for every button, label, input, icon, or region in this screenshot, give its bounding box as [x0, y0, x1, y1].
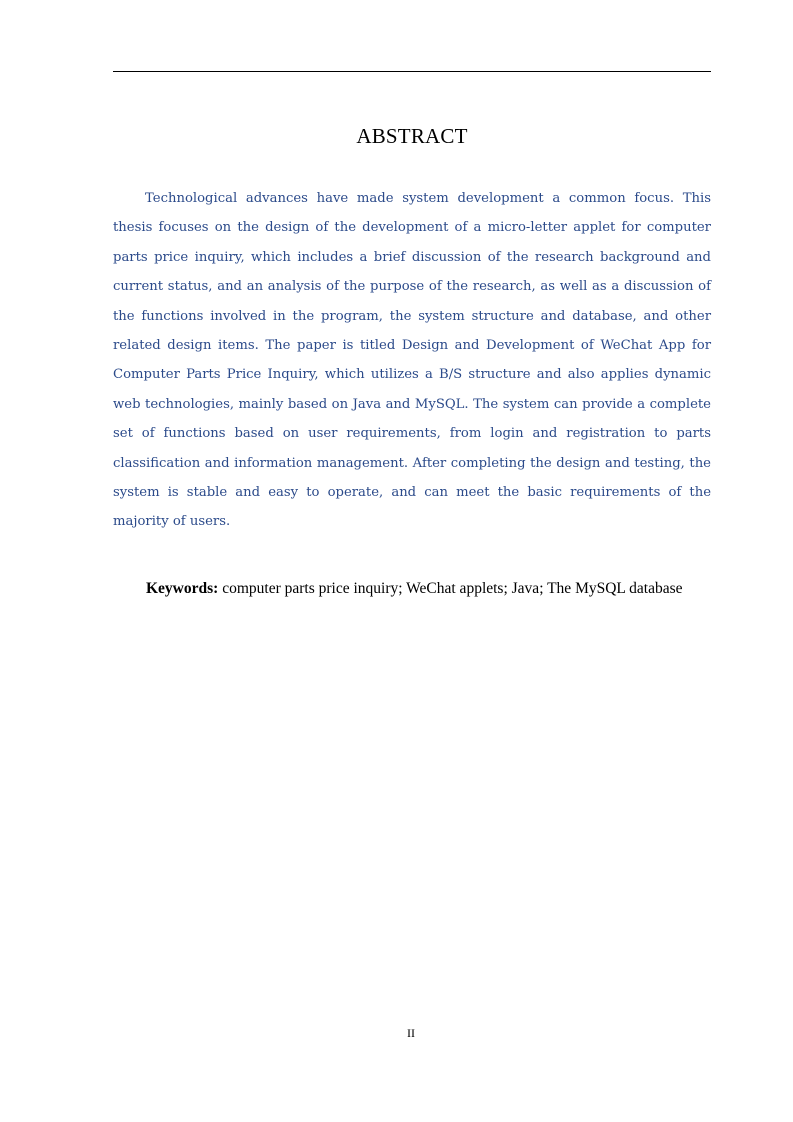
page-number: II [407, 1026, 415, 1040]
abstract-paragraph: Technological advances have made system development a common focus. This thesis focuses on the design of the development of a micro-letter applet for computer parts price inquiry, which includes a brief discussion of the research background and current status, and an analysis of the purpose of the research, as well as a discussion of the functions involved in the program, the system structure and database, and other related design items. The paper is titled Design and Development of WeChat App for Computer Parts Price Inquiry, which utilizes a B/S structure and also applies dynamic web technologies, mainly based on Java and MySQL. The system can provide a complete set of functions based on user requirements, from login and registration to parts classification and information management. After completing the design and testing, the system is stable and easy to operate, and can meet the basic requirements of the majority of users. [113, 191, 711, 530]
keywords-line [146, 580, 726, 598]
keywords-list: computer parts price inquiry; WeChat applets; Java; The MySQL database [218, 580, 683, 597]
page-title: ABSTRACT [356, 124, 468, 148]
header-rule [113, 71, 711, 72]
keywords-label: Keywords: [146, 580, 219, 597]
